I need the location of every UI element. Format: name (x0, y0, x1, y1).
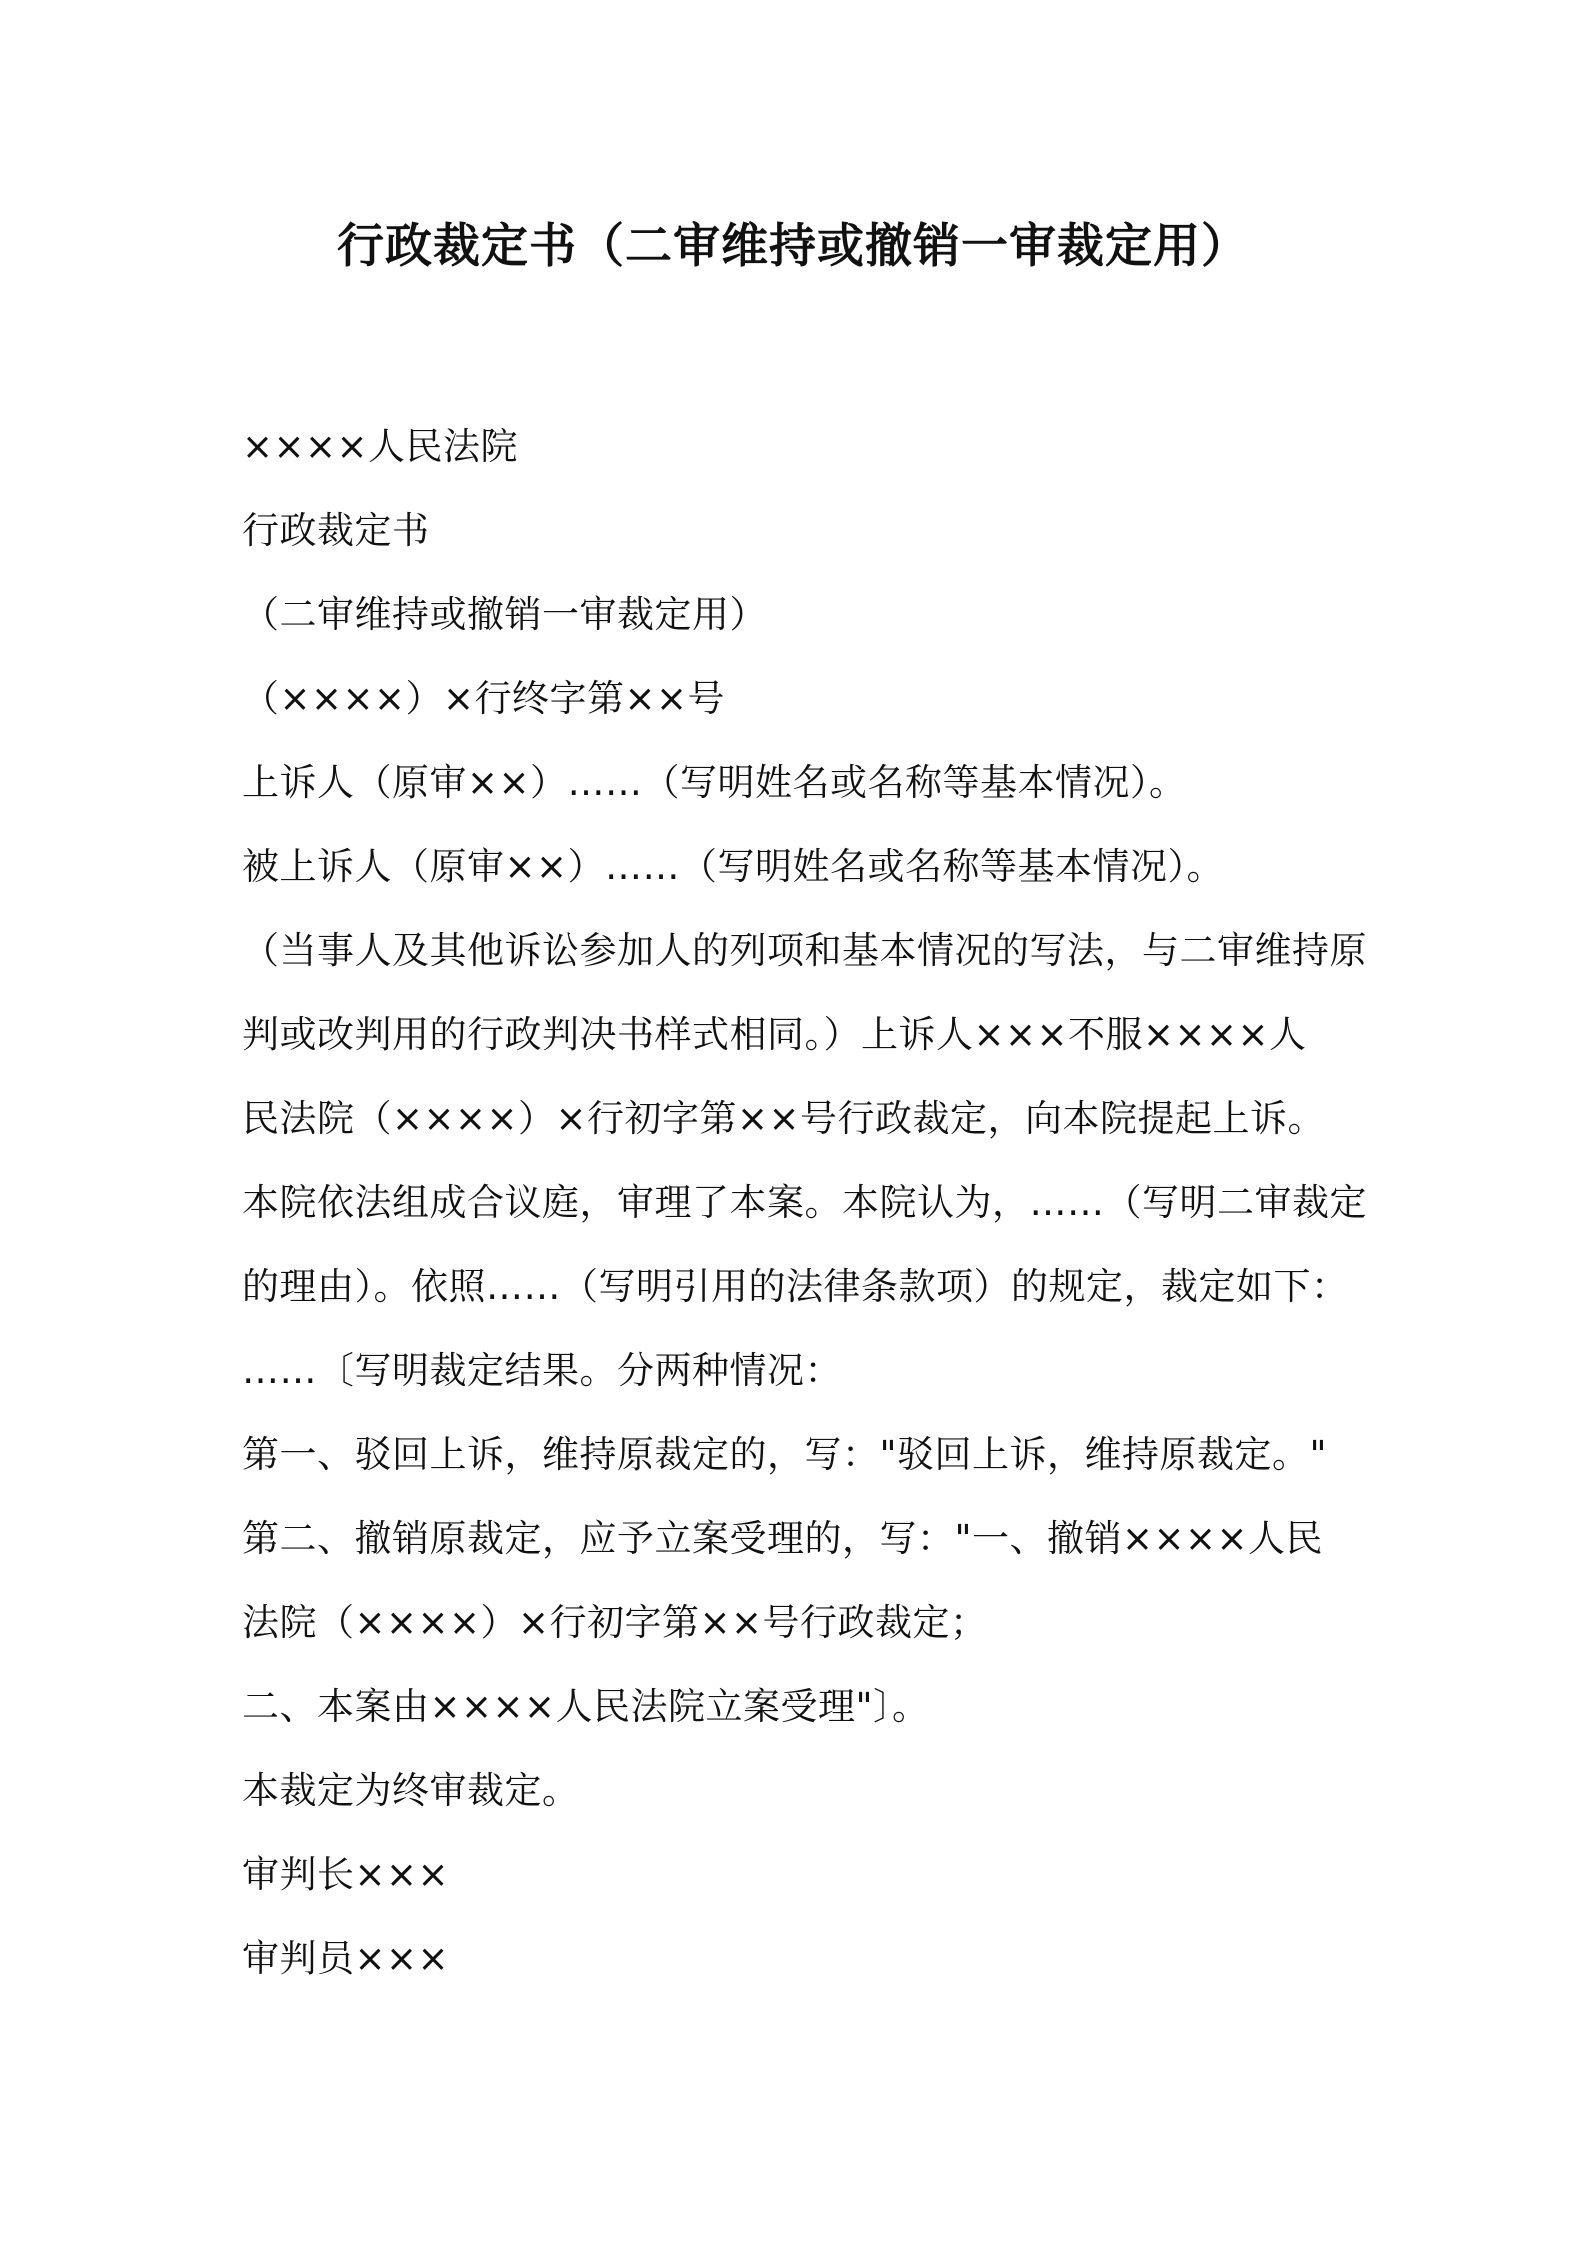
body-text-line: 的理由）。依照……（写明引用的法律条款项）的规定，裁定如下： (242, 1265, 1349, 1308)
appellee-line: 被上诉人（原审××）……（写明姓名或名称等基本情况）。 (242, 845, 1225, 888)
case-number: （××××）×行终字第××号 (242, 677, 726, 720)
body-text-line: 本院依法组成合议庭，审理了本案。本院认为，……（写明二审裁定 (242, 1181, 1367, 1224)
body-text-line: 判或改判用的行政判决书样式相同。）上诉人×××不服××××人 (242, 1013, 1307, 1056)
document-subtype: （二审维持或撤销一审裁定用） (242, 593, 767, 636)
ruling-intro-line: ……〔写明裁定结果。分两种情况： (242, 1349, 842, 1392)
body-text-line: 民法院（××××）×行初字第××号行政裁定，向本院提起上诉。 (242, 1097, 1326, 1140)
ruling-case-two: 第二、撤销原裁定，应予立案受理的，写："一、撤销××××人民 (242, 1517, 1324, 1560)
ruling-case-two-cont: 法院（××××）×行初字第××号行政裁定； (242, 1601, 988, 1644)
presiding-judge: 审判长××× (242, 1853, 450, 1896)
judge: 审判员××× (242, 1937, 450, 1980)
ruling-case-two-item: 二、本案由××××人民法院立案受理"〕。 (242, 1685, 930, 1728)
document-body (242, 405, 1367, 2001)
document-title: 行政裁定书（二审维持或撤销一审裁定用） (337, 219, 1249, 274)
body-text-line: （当事人及其他诉讼参加人的列项和基本情况的写法，与二审维持原 (242, 929, 1367, 972)
document-type: 行政裁定书 (242, 509, 430, 552)
appellant-line: 上诉人（原审××）……（写明姓名或名称等基本情况）。 (242, 761, 1187, 804)
court-name: ××××人民法院 (242, 425, 519, 468)
finality-statement: 本裁定为终审裁定。 (242, 1769, 580, 1812)
ruling-case-one: 第一、驳回上诉，维持原裁定的，写："驳回上诉，维持原裁定。" (242, 1433, 1328, 1476)
